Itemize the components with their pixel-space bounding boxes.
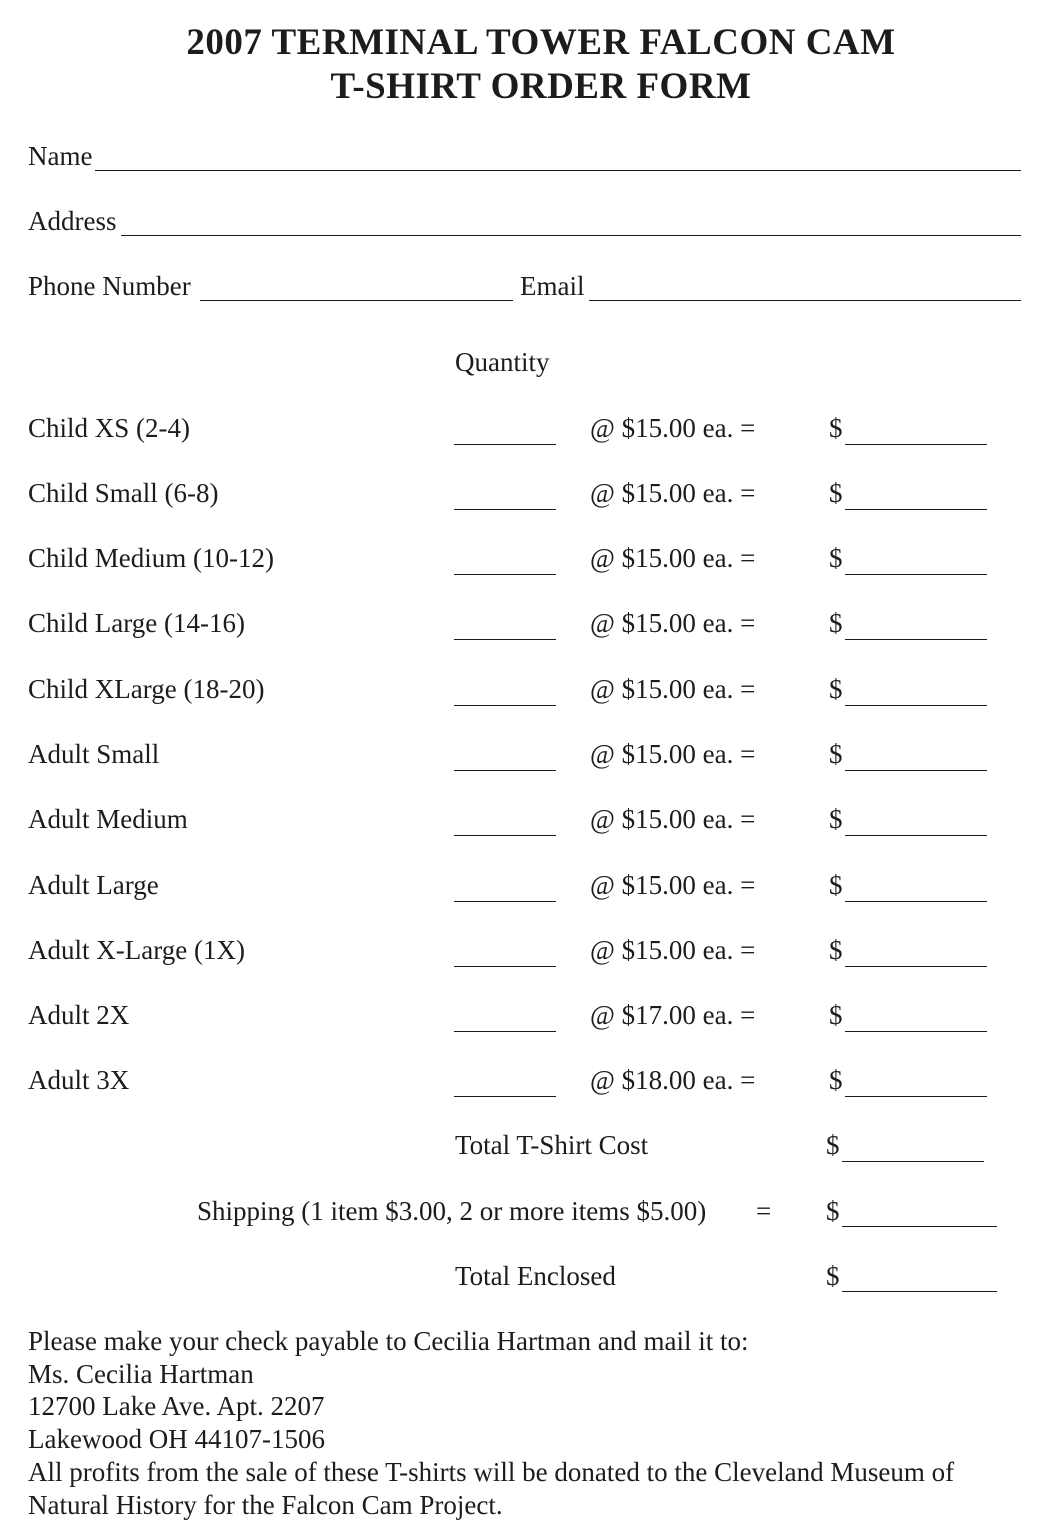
quantity-field[interactable] (454, 639, 556, 640)
dollar-sign: $ (829, 739, 843, 769)
item-size: Adult Large (28, 870, 159, 900)
quantity-field[interactable] (454, 966, 556, 967)
item-size: Child Large (14-16) (28, 608, 245, 638)
item-price: @ $15.00 ea. = (590, 935, 756, 965)
phone-label: Phone Number (28, 271, 191, 301)
dollar-sign: $ (829, 608, 843, 638)
amount-field[interactable] (845, 444, 987, 445)
email-label: Email (520, 271, 585, 301)
form-title-line1: 2007 TERMINAL TOWER FALCON CAM (186, 22, 896, 63)
dollar-sign: $ (829, 804, 843, 834)
shipping-field[interactable] (842, 1226, 997, 1227)
quantity-field[interactable] (454, 574, 556, 575)
total-enclosed-label: Total Enclosed (455, 1261, 616, 1291)
item-row (0, 937, 1050, 977)
amount-field[interactable] (845, 574, 987, 575)
name-field[interactable] (95, 170, 1021, 171)
item-row (0, 1002, 1050, 1042)
item-row (0, 545, 1050, 585)
item-row (0, 806, 1050, 846)
shipping-label: Shipping (1 item $3.00, 2 or more items $5.00) (197, 1196, 707, 1226)
item-size: Adult Medium (28, 804, 188, 834)
amount-field[interactable] (845, 705, 987, 706)
shipping-equals: = (756, 1196, 772, 1226)
item-row (0, 741, 1050, 781)
mailing-instructions (28, 1325, 1028, 1521)
dollar-sign: $ (829, 1000, 843, 1030)
item-price: @ $15.00 ea. = (590, 608, 756, 638)
quantity-field[interactable] (454, 835, 556, 836)
recipient-street: 12700 Lake Ave. Apt. 2207 (28, 1391, 325, 1422)
item-row (0, 480, 1050, 520)
dollar-sign: $ (829, 478, 843, 508)
dollar-sign: $ (829, 1065, 843, 1095)
item-row (0, 676, 1050, 716)
item-size: Child Small (6-8) (28, 478, 219, 508)
item-price: @ $18.00 ea. = (590, 1065, 756, 1095)
item-size: Child XS (2-4) (28, 413, 190, 443)
recipient-name: Ms. Cecilia Hartman (28, 1358, 254, 1389)
item-size: Adult 3X (28, 1065, 130, 1095)
item-row (0, 1067, 1050, 1107)
item-price: @ $15.00 ea. = (590, 674, 756, 704)
total-tshirt-cost-label: Total T-Shirt Cost (455, 1130, 649, 1160)
item-row (0, 872, 1050, 912)
address-label: Address (28, 206, 117, 236)
dollar-sign: $ (829, 935, 843, 965)
item-price: @ $15.00 ea. = (590, 804, 756, 834)
amount-field[interactable] (845, 770, 987, 771)
item-size: Adult 2X (28, 1000, 130, 1030)
amount-field[interactable] (845, 901, 987, 902)
item-size: Child XLarge (18-20) (28, 674, 265, 704)
quantity-header: Quantity (455, 347, 550, 377)
name-label: Name (28, 141, 93, 171)
item-row (0, 610, 1050, 650)
item-price: @ $15.00 ea. = (590, 870, 756, 900)
item-price: @ $15.00 ea. = (590, 413, 756, 443)
dollar-sign: $ (826, 1130, 840, 1160)
quantity-field[interactable] (454, 1031, 556, 1032)
amount-field[interactable] (845, 639, 987, 640)
quantity-field[interactable] (454, 509, 556, 510)
amount-field[interactable] (845, 509, 987, 510)
dollar-sign: $ (829, 870, 843, 900)
dollar-sign: $ (826, 1261, 840, 1291)
dollar-sign: $ (829, 543, 843, 573)
form-title-line2: T-SHIRT ORDER FORM (330, 66, 752, 107)
dollar-sign: $ (826, 1196, 840, 1226)
item-size: Adult X-Large (1X) (28, 935, 245, 965)
quantity-field[interactable] (454, 1096, 556, 1097)
recipient-city: Lakewood OH 44107-1506 (28, 1424, 325, 1455)
amount-field[interactable] (845, 966, 987, 967)
email-field[interactable] (589, 300, 1021, 301)
item-price: @ $15.00 ea. = (590, 543, 756, 573)
check-payable-text: Please make your check payable to Cecilia Hartman and mail it to: (28, 1326, 749, 1356)
quantity-field[interactable] (454, 444, 556, 445)
amount-field[interactable] (845, 835, 987, 836)
item-price: @ $15.00 ea. = (590, 478, 756, 508)
item-price: @ $15.00 ea. = (590, 739, 756, 769)
item-size: Adult Small (28, 739, 160, 769)
item-price: @ $17.00 ea. = (590, 1000, 756, 1030)
total-enclosed-field[interactable] (842, 1291, 997, 1292)
amount-field[interactable] (845, 1031, 987, 1032)
quantity-field[interactable] (454, 705, 556, 706)
dollar-sign: $ (829, 413, 843, 443)
amount-field[interactable] (845, 1096, 987, 1097)
dollar-sign: $ (829, 674, 843, 704)
phone-field[interactable] (200, 300, 513, 301)
address-field[interactable] (121, 235, 1021, 236)
item-row (0, 415, 1050, 455)
total-tshirt-cost-field[interactable] (842, 1161, 984, 1162)
item-size: Child Medium (10-12) (28, 543, 274, 573)
quantity-field[interactable] (454, 901, 556, 902)
quantity-field[interactable] (454, 770, 556, 771)
donation-note: All profits from the sale of these T-shirts will be donated to the Cleveland Museum of Natural History for the Falcon Cam Project. (28, 1456, 955, 1520)
